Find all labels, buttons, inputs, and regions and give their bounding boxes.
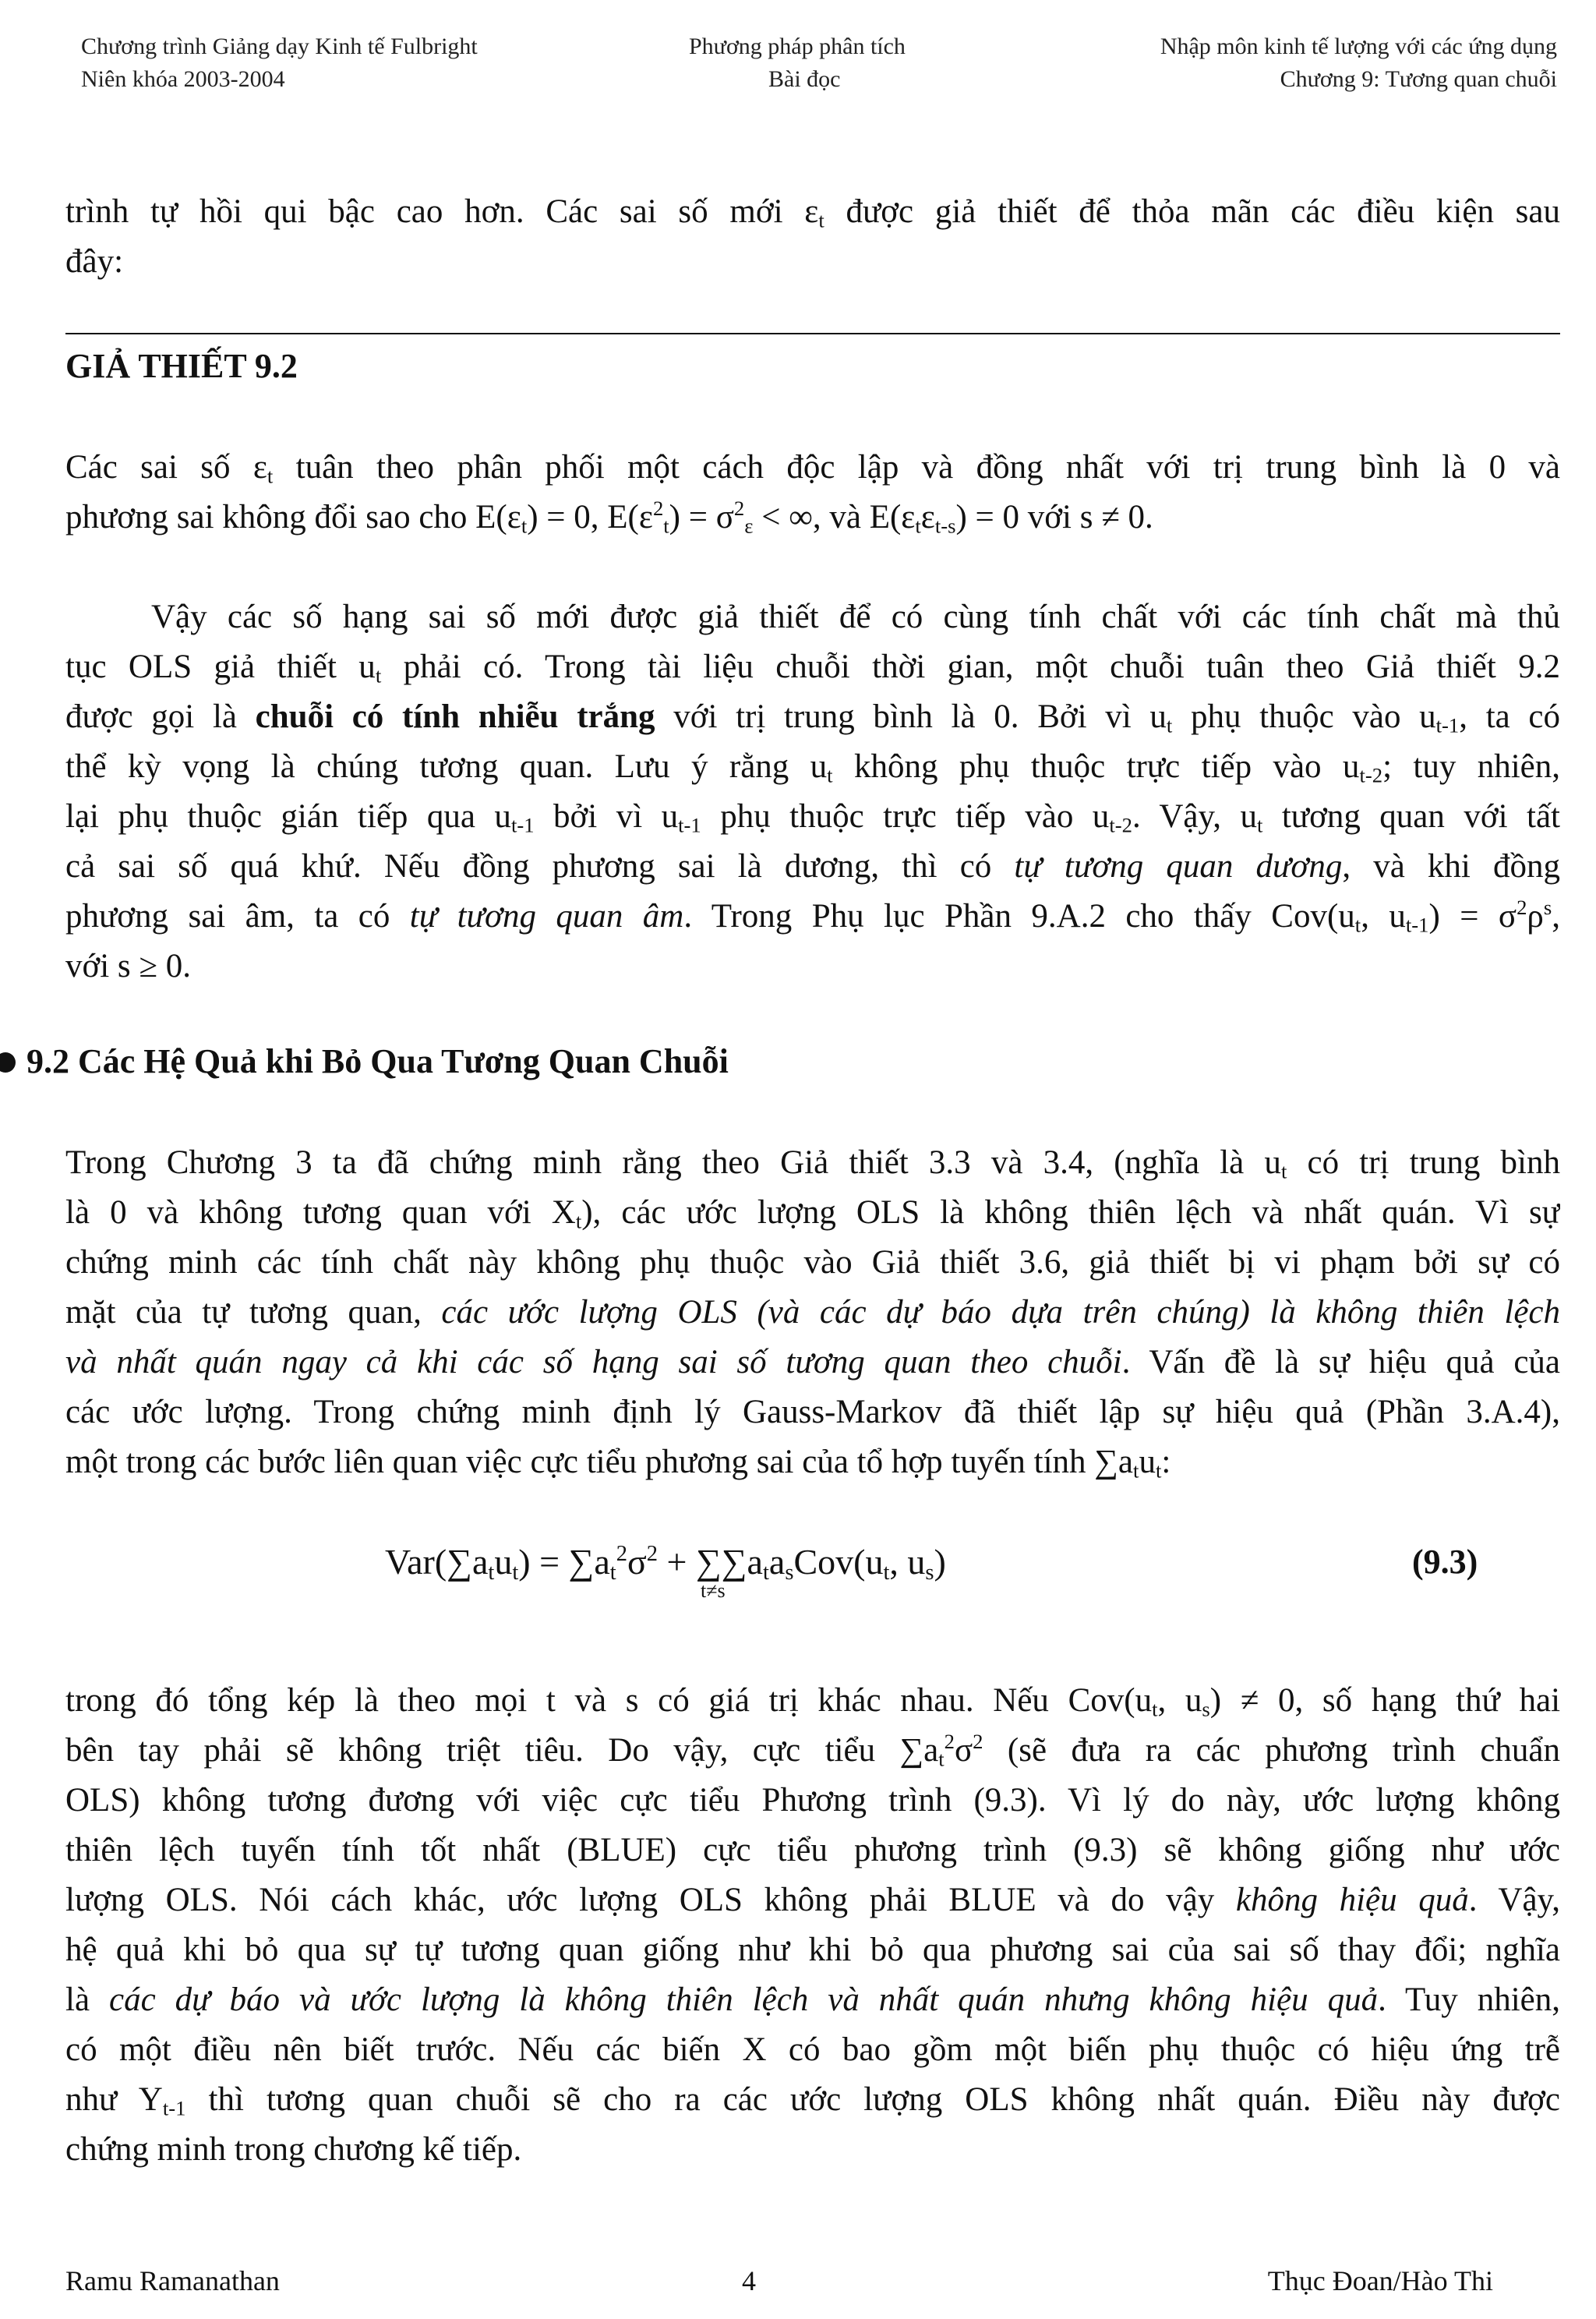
header-subject: Phương pháp phân tích <box>689 34 906 59</box>
divider-rule <box>65 333 1560 334</box>
section-title: 9.2 Các Hệ Quả khi Bỏ Qua Tương Quan Chuỗi <box>26 1042 729 1080</box>
footer-translators: Thục Đoan/Hào Thi <box>1267 2265 1493 2296</box>
assumption-title: GIẢ THIẾT 9.2 <box>65 347 298 385</box>
header-course: Chương trình Giảng dạy Kinh tế Fulbright <box>81 34 478 59</box>
section-bullet-icon <box>0 1052 16 1073</box>
intro-paragraph: trình tự hồi qui bậc cao hơn. Các sai số mới $\varepsilon_t$ được giả thiết để thỏa mãn các điều kiện sau đây: <box>65 193 1560 280</box>
header-book-title: Nhập môn kinh tế lượng với các ứng dụng <box>1160 34 1557 59</box>
footer-author: Ramu Ramanathan <box>65 2265 280 2296</box>
equation-number: (9.3) <box>1412 1543 1478 1581</box>
blue-paragraph: trong đó tổng kép là theo mọi t và s có giá trị khác nhau. Nếu $Cov(u_t$, $u_s) \ne 0$, số hạng thứ hai bên tay phải sẽ không triệt tiêu. Do vậy, cực tiểu $\sum a_t^2\sigma^2$ (sẽ đưa ra các phương trình chuẩn OLS) không tương đương với việc cực tiểu Phương trình (9.3). Vì lý do này, ước lượng không thiên lệch tuyến tính tốt nhất (BLUE) cực tiểu phương trình (9.3) sẽ không giống như ước lượng OLS. Nói cách khác, ước lượng OLS không phải BLUE và do vậy không hiệu quả. Vậy, hệ quả khi bỏ qua sự tự tương quan giống như khi bỏ qua phương sai của sai số thay đổi; nghĩa là các dự báo và ước lượng là không thiên lệch và nhất quán nhưng không hiệu quả. Tuy nhiên, có một điều nên biết trước. Nếu các biến X có bao gồm một biến phụ thuộc có hiệu ứng trễ như $Y_{t-1}$ thì tương quan chuỗi sẽ cho ra các ước lượng OLS không nhất quán. Điều này được chứng minh trong chương kế tiếp. <box>65 1682 1560 2168</box>
white-noise-paragraph: Vậy các số hạng sai số mới được giả thiết để có cùng tính chất với các tính chất mà thủ tục OLS giả thiết $u_t$ phải có. Trong tài liệu chuỗi thời gian, một chuỗi tuân theo Giả thiết 9.2 được gọi là chuỗi có tính nhiễu trắng với trị trung bình là 0. Bởi vì $u_t$ phụ thuộc vào $u_{t-1}$, ta có thể kỳ vọng là chúng tương quan. Lưu ý rằng $u_t$ không phụ thuộc trực tiếp vào $u_{t-2}$; tuy nhiên, lại phụ thuộc gián tiếp qua $u_{t-1}$ bởi vì $u_{t-1}$ phụ thuộc trực tiếp vào $u_{t-2}$. Vậy, $u_t$ tương quan với tất cả sai số quá khứ. Nếu đồng phương sai là dương, thì có tự tương quan dương, và khi đồng phương sai âm, ta có tự tương quan âm. Trong Phụ lục Phần 9.A.2 cho thấy $Cov(u_t$, $u_{t-1}) = \sigma^2\rho^s$, với s ≥ 0. <box>65 599 1560 985</box>
footer-page-number: 4 <box>742 2265 756 2296</box>
header-year: Niên khóa 2003-2004 <box>81 66 285 92</box>
equation-9-3: $Var(\sum a_tu_t) = \sum a_t^2\sigma^2$ + ∑ t≠s $\sum a_ta_sCov(u_t$, $u_s$) <box>385 1541 946 1602</box>
header-doc-type: Bài đọc <box>768 66 841 92</box>
header-chapter: Chương 9: Tương quan chuỗi <box>1280 66 1557 92</box>
consequences-paragraph: Trong Chương 3 ta đã chứng minh rằng theo Giả thiết 3.3 và 3.4, (nghĩa là $u_t$ có trị trung bình là 0 và không tương quan với $X_t$), các ước lượng OLS là không thiên lệch và nhất quán. Vì sự chứng minh các tính chất này không phụ thuộc vào Giả thiết 3.6, giả thiết bị vi phạm bởi sự có mặt của tự tương quan, các ước lượng OLS (và các dự báo dựa trên chúng) là không thiên lệch và nhất quán ngay cả khi các số hạng sai số tương quan theo chuỗi. Vấn đề là sự hiệu quả của các ước lượng. Trong chứng minh định lý Gauss-Markov đã thiết lập sự hiệu quả (Phần 3.A.4), một trong các bước liên quan việc cực tiểu phương sai của tổ hợp tuyến tính $\sum a_tu_t$: <box>65 1144 1560 1483</box>
assumption-text: Các sai số $\varepsilon_t$ tuân theo phân phối một cách độc lập và đồng nhất với trị trung bình là 0 và phương sai không đổi sao cho $E(\varepsilon_t) = 0$, $E(\varepsilon^2_t) = \sigma^2_\varepsilon$ < ∞, và $E(\varepsilon_t\varepsilon_{t-s}) = 0$ với s ≠ 0. <box>65 449 1560 538</box>
